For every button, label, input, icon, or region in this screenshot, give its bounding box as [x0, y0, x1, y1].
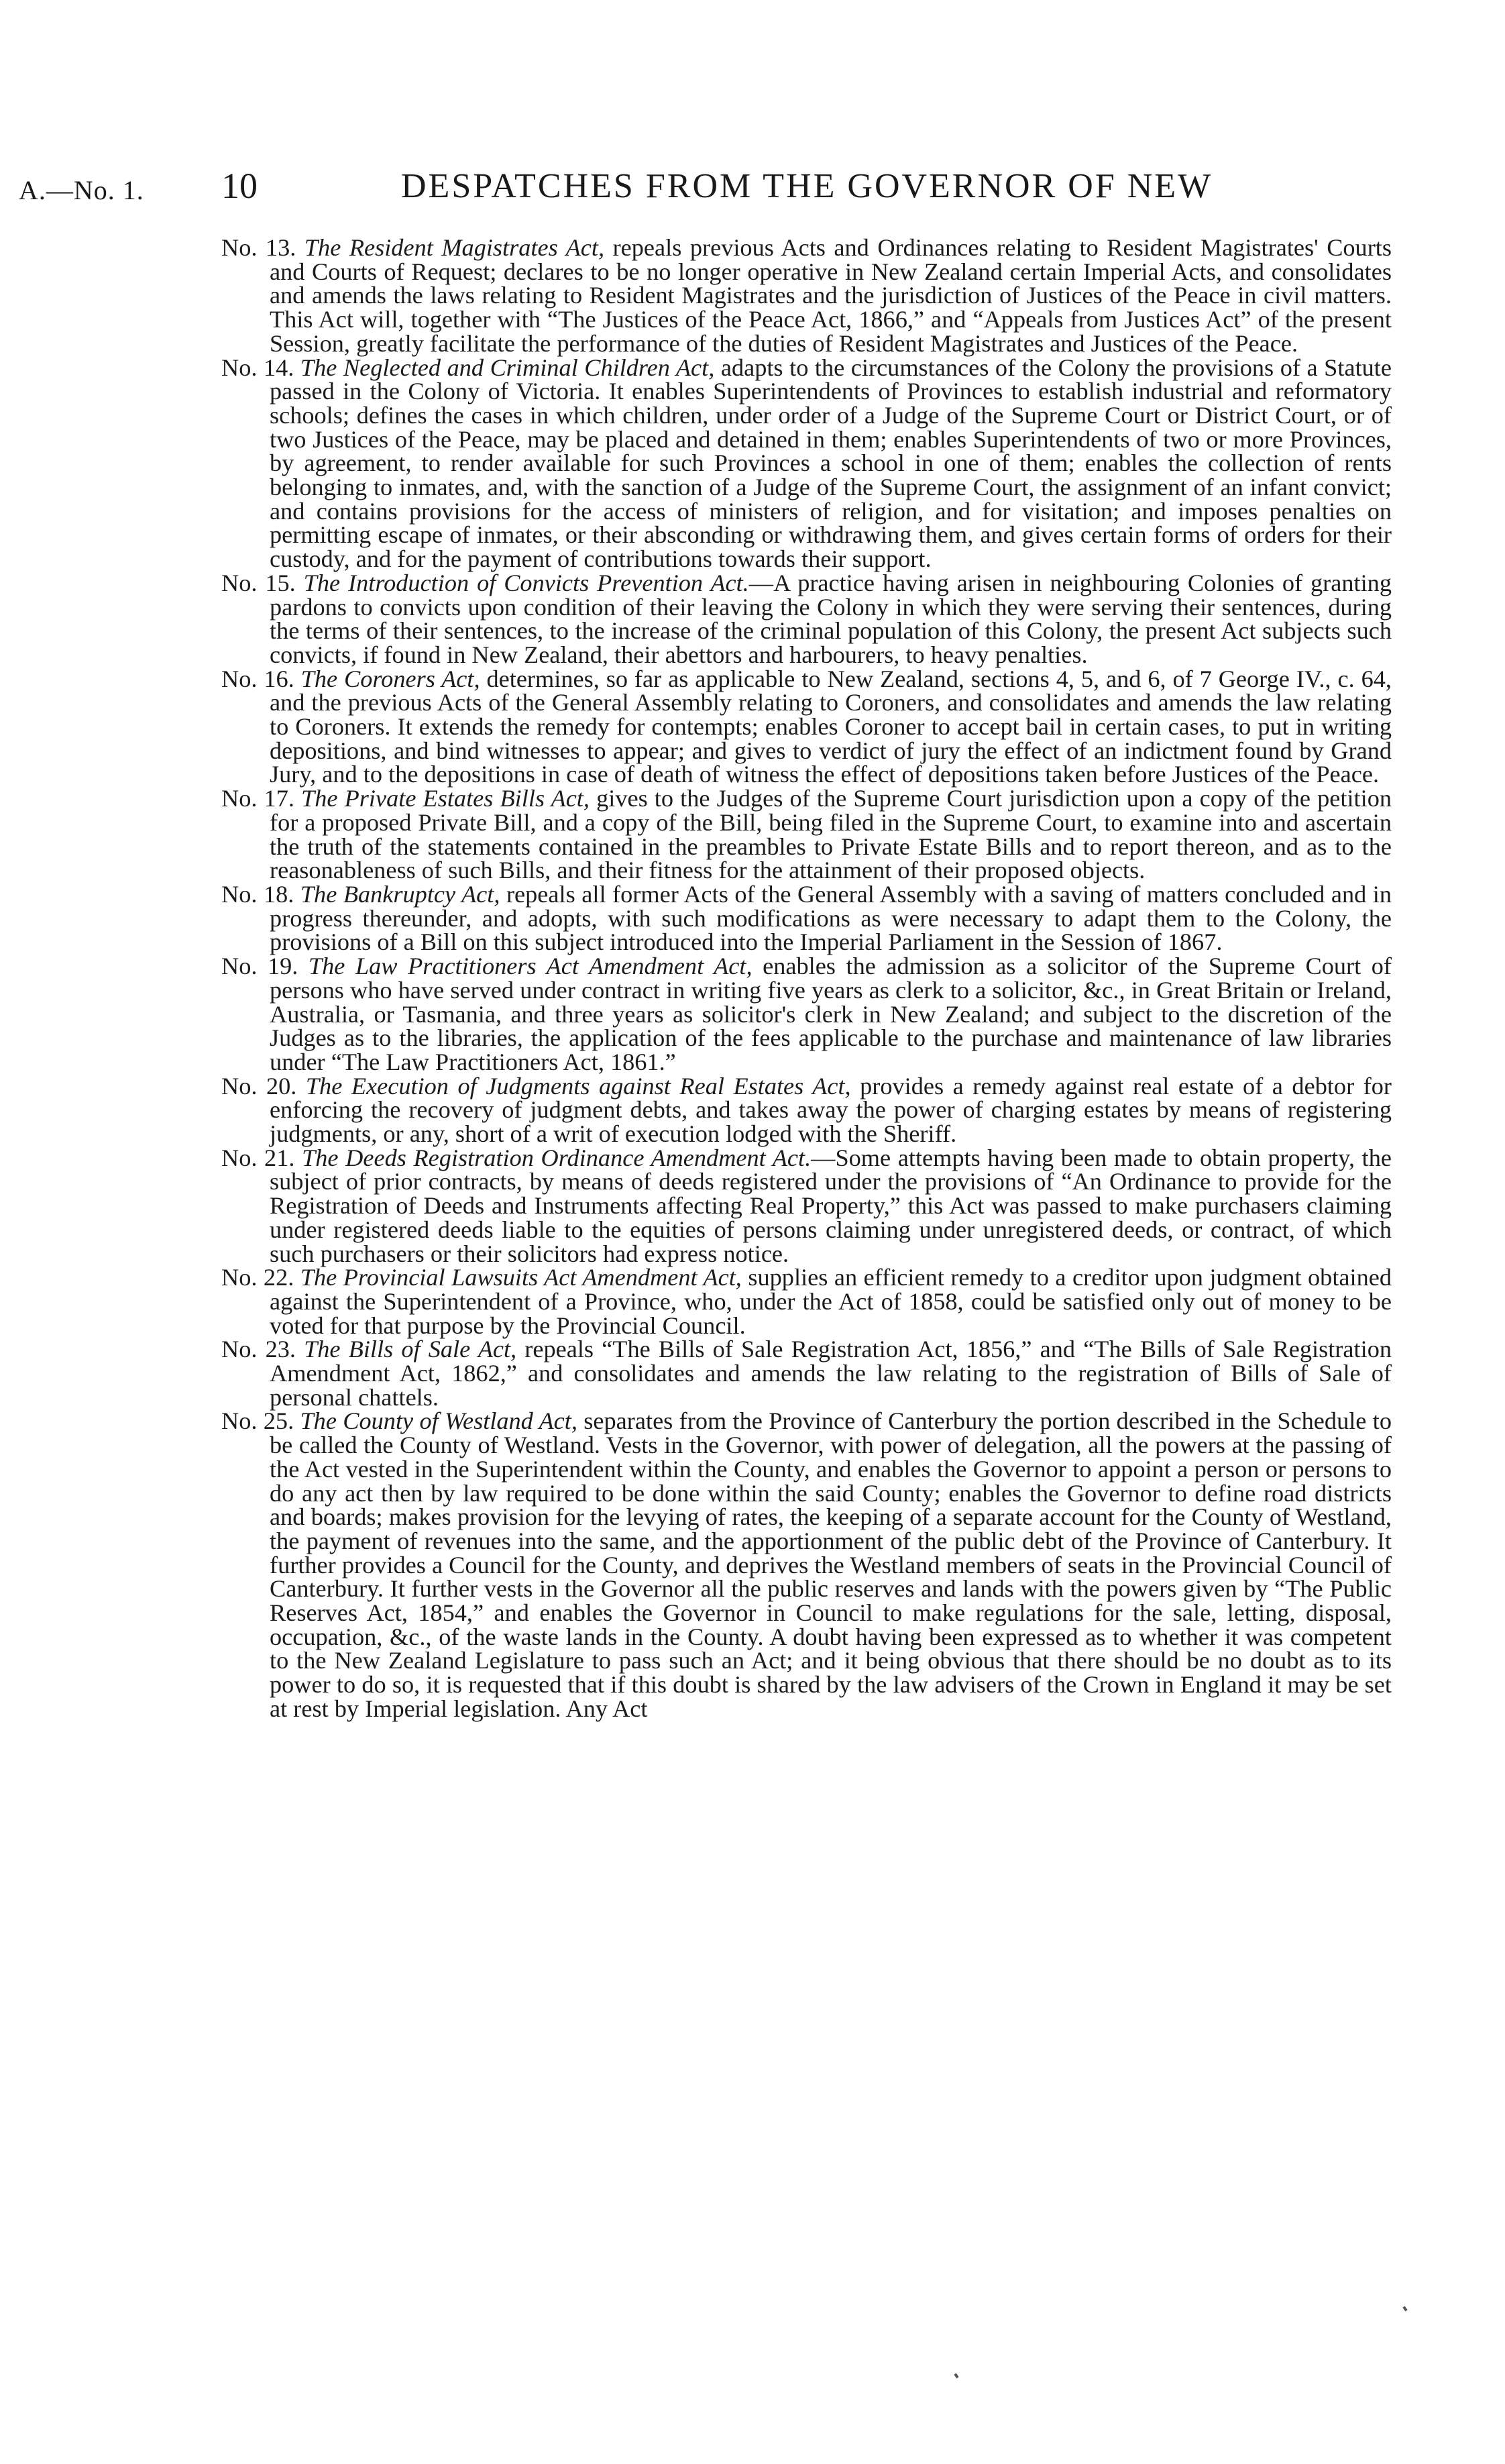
act-entry — [221, 569, 1392, 668]
act-title: The Private Estates Bills Act, — [301, 785, 590, 812]
entry-number: No. 25. — [221, 1407, 294, 1435]
entry-paragraph — [221, 955, 1392, 1075]
entry-description: provides a remedy against real estate of a debtor for enforcing the recovery of judgment debts, and takes away the power of charging estates by means of registering judgments, or any, short of a writ of execution lodged with the Sheriff. — [270, 1072, 1392, 1148]
entry-description: —A practice having arisen in neighbouring Colonies of granting pardons to convicts upon condition of their leaving the Colony in which they were serving their sentences, during the terms of their sentences, to the increase of the criminal population of this Colony, the present Act subjects such convicts, if found in New Zealand, their abettors and harbourers, to heavy penalties. — [270, 569, 1392, 668]
entry-paragraph — [221, 1338, 1392, 1409]
act-entry — [221, 1072, 1392, 1148]
act-title: The Law Practitioners Act Amendment Act, — [308, 953, 752, 980]
act-title: The Execution of Judgments against Real Estates Act, — [305, 1072, 851, 1100]
page-header — [0, 156, 1505, 209]
entry-number: No. 20. — [221, 1072, 297, 1100]
entry-description: supplies an efficient remedy to a creditor upon judgment obtained against the Superintendent of a Province, who, under the Act of 1858, could be satisfied only out of money to be voted for that purpose by the Provincial Council. — [270, 1264, 1392, 1339]
entry-number: No. 13. — [221, 234, 296, 261]
act-entry — [221, 787, 1392, 883]
entry-paragraph — [221, 1409, 1392, 1721]
act-entry — [221, 1146, 1392, 1267]
entry-number: No. 17. — [221, 785, 294, 812]
entry-description: repeals “The Bills of Sale Registration Act, 1856,” and “The Bills of Sale Registration Amendment Act, 1862,” and consolidates and amends the law relating to the registration of Bills of Sale of personal chattels. — [270, 1336, 1392, 1411]
entry-paragraph — [221, 236, 1392, 356]
act-title: The Introduction of Convicts Prevention Act. — [303, 569, 749, 596]
act-title: The Resident Magistrates Act, — [304, 234, 605, 261]
scan-speck — [1402, 2306, 1407, 2311]
entry-number: No. 19. — [221, 953, 298, 980]
entry-description: —Some attempts having been made to obtain property, the subject of prior contracts, by means of deeds registered under the provisions of “An Ordinance to provide for the Registration of Deeds and Instruments affecting Real Property,” this Act was passed to make purchasers claiming under registered deeds liable to the equities of persons claiming under unregistered deeds, or contract, of which such purchasers or their solicitors had express notice. — [270, 1144, 1392, 1267]
entry-description: enables the admission as a solicitor of the Supreme Court of persons who have served under contract in writing five years as clerk to a solicitor, &c., in Great Britain or Ireland, Australia, or Tasmania, and three years as solicitor's clerk in New Zealand; and subject to the discretion of the Judges as to the libraries, the application of the fees applicable to the purchase and maintenance of law libraries under “The Law Practitioners Act, 1861.” — [270, 953, 1392, 1075]
entry-paragraph — [221, 1266, 1392, 1338]
entry-number: No. 21. — [221, 1144, 295, 1171]
entry-paragraph — [221, 569, 1392, 668]
entry-number: No. 22. — [221, 1264, 294, 1291]
body-text — [221, 236, 1392, 1721]
scan-speck — [954, 2373, 958, 2378]
entry-number: No. 14. — [221, 354, 294, 381]
act-entry — [221, 667, 1392, 788]
entry-number: No. 23. — [221, 1336, 296, 1363]
act-entry — [221, 236, 1392, 356]
page-number: 10 — [221, 166, 258, 206]
entry-paragraph — [221, 880, 1392, 956]
act-entry — [221, 955, 1392, 1075]
entry-paragraph — [221, 787, 1392, 883]
entry-description: separates from the Province of Canterbury the portion described in the Schedule to be called the County of Westland. Vests in the Governor, with power of delegation, all the powers at the passing of the Act vested in the Superintendent within the County, and enables the Governor to appoint a person or persons to do any act then by law required to be done within the said County; enables the Governor to define road districts and boards; makes provision for the levying of rates, the keeping of a separate account for the County of Westland, the payment of revenues into the same, and the apportionment of the public debt of the Province of Canterbury. It further provides a Council for the County, and deprives the Westland members of seats in the Provincial Council of Canterbury. It further vests in the Governor all the public reserves and lands with the powers given by “The Public Reserves Act, 1854,” and enables the Governor in Council to make regulations for the sale, letting, disposal, occupation, &c., of the waste lands in the County. A doubt having been expressed as to whether it was competent to the New Zealand Legislature to pass such an Act; and it being obvious that there should be no doubt as to its power to do so, it is requested that if this doubt is shared by the law advisers of the Crown in England it may be set at rest by Imperial legislation. Any Act — [270, 1407, 1392, 1722]
act-entry — [221, 1338, 1392, 1409]
entry-paragraph — [221, 667, 1392, 788]
act-title: The Provincial Lawsuits Act Amendment Act, — [300, 1264, 742, 1291]
act-title: The Bankruptcy Act, — [300, 880, 500, 908]
act-title: The Neglected and Criminal Children Act, — [300, 354, 715, 381]
act-title: The Deeds Registration Ordinance Amendment Act. — [302, 1144, 812, 1171]
entry-number: No. 18. — [221, 880, 294, 908]
entry-paragraph — [221, 1072, 1392, 1148]
act-entry — [221, 880, 1392, 956]
act-entry — [221, 356, 1392, 572]
entry-description: determines, so far as applicable to New Zealand, sections 4, 5, and 6, of 7 George IV., c. 64, and the previous Acts of the General Assembly relating to Coroners, and consolidates and amends the law relating to Coroners. It extends the remedy for contempts; enables Coroner to accept bail in certain cases, to put in writing depositions, and bind witnesses to appear; and gives to verdict of jury the effect of an indictment found by Grand Jury, and to the depositions in case of death of witness the effect of depositions taken before Justices of the Peace. — [270, 665, 1392, 788]
entry-description: gives to the Judges of the Supreme Court jurisdiction upon a copy of the petition for a proposed Private Bill, and a copy of the Bill, being filed in the Supreme Court, to examine into and ascertain the truth of the statements contained in the preambles to Private Estate Bills and to report thereon, and as to the reasonableness of such Bills, and their fitness for the attainment of their proposed objects. — [270, 785, 1392, 884]
act-title: The Bills of Sale Act, — [304, 1336, 517, 1363]
entry-number: No. 15. — [221, 569, 296, 596]
act-title: The Coroners Act, — [300, 665, 480, 692]
entry-number: No. 16. — [221, 665, 294, 692]
running-title: DESPATCHES FROM THE GOVERNOR OF NEW — [401, 167, 1213, 205]
entry-description: adapts to the circumstances of the Colony the provisions of a Statute passed in the Colony of Victoria. It enables Superintendents of Provinces to establish industrial and reformatory schools; defines the cases in which children, under order of a Judge of the Supreme Court or District Court, or of two Justices of the Peace, may be placed and detained in them; enables Superintendents of two or more Provinces, by agreement, to render available for such Provinces a school in one of them; enables the collection of rents belonging to inmates, and, with the sanction of a Judge of the Supreme Court, the assignment of an infant convict; and contains provisions for the access of ministers of religion, and for visitation; and imposes penalties on permitting escape of inmates, or their absconding or withdrawing them, and gives certain forms of orders for their custody, and for the payment of contributions towards their support. — [270, 354, 1392, 573]
entry-description: repeals all former Acts of the General Assembly with a saving of matters concluded and in progress thereunder, and adopts, with such modifications as were necessary to adapt them to the Colony, the provisions of a Bill on this subject introduced into the Imperial Parliament in the Session of 1867. — [270, 880, 1392, 956]
act-entry — [221, 1409, 1392, 1721]
entry-description: repeals previous Acts and Ordinances relating to Resident Magistrates' Courts and Courts of Request; declares to be no longer operative in New Zealand certain Imperial Acts, and consolidates and amends the laws relating to Resident Magistrates and the jurisdiction of Justices of the Peace in civil matters. This Act will, together with “The Justices of the Peace Act, 1866,” and “Appeals from Justices Act” of the present Session, greatly facilitate the performance of the duties of Resident Magistrates and Justices of the Peace. — [270, 234, 1392, 357]
entry-paragraph — [221, 356, 1392, 572]
act-entry — [221, 1266, 1392, 1338]
entry-paragraph — [221, 1146, 1392, 1267]
document-reference: A.—No. 1. — [19, 175, 144, 205]
act-title: The County of Westland Act, — [300, 1407, 577, 1435]
